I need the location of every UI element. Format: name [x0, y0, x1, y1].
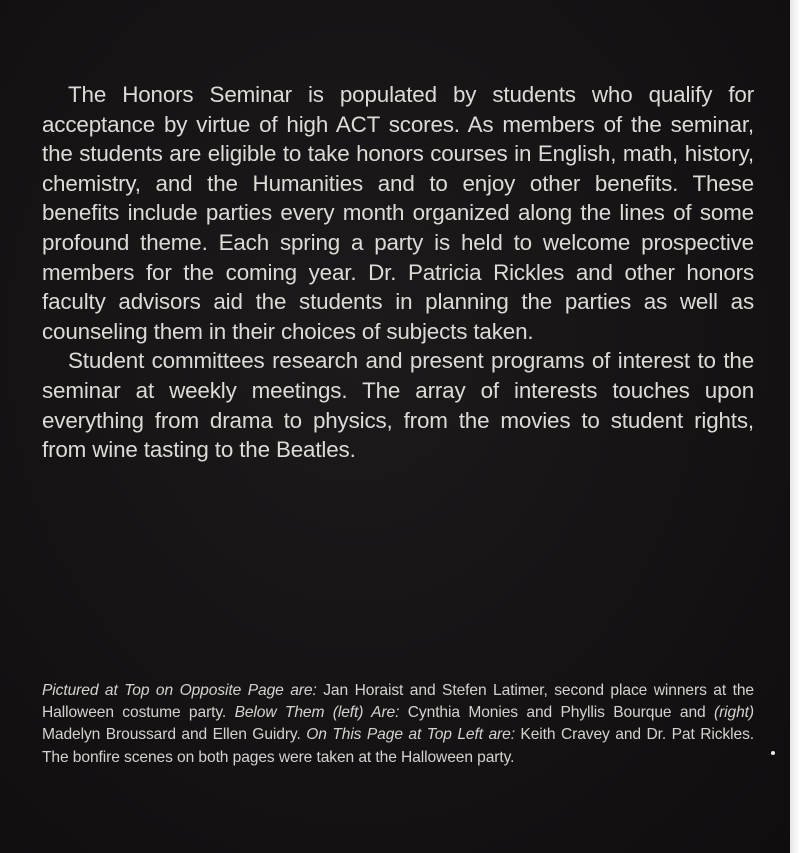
- caption-text-opposite-top: Jan Horaist and Stefen Latimer, second place winners at the Halloween costume party.: [42, 682, 754, 722]
- caption-paragraph: [42, 680, 754, 769]
- article-paragraph-1: The Honors Seminar is populated by students who qualify for acceptance by virtue of high ACT scores. As members of the seminar, the students are eligible to take honors courses in English, math, history, chemistry, and the Humanities and to enjoy other benefits. These benefits include parties every month organized along the lines of some profound theme. Each spring a party is held to welcome prospective members for the coming year. Dr. Patricia Rickles and other honors faculty advisors aid the students in planning the parties as well as counseling them in their choices of subjects taken.: [42, 82, 754, 344]
- article-paragraph-2: Student committees research and present programs of interest to the seminar at weekly meetings. The array of interests touches upon everything from drama to physics, from the movies to student rights, from wine tasting to the Beatles.: [42, 348, 754, 463]
- caption-text-this-page: Keith Cravey and Dr. Pat Rickles. The bonfire scenes on both pages were taken at the Halloween party.: [42, 726, 754, 766]
- caption-text-below-left: Cynthia Monies and Phyllis Bourque and: [399, 704, 714, 722]
- dust-speck: [771, 751, 775, 755]
- page-edge: [790, 0, 800, 853]
- caption-lead-this-page: On This Page at Top Left are:: [306, 726, 515, 744]
- article-body: [42, 80, 754, 465]
- caption-lead-right: (right): [713, 704, 755, 722]
- caption-lead-below-left: Below Them (left) Are:: [234, 704, 400, 722]
- caption-text-right: Madelyn Broussard and Ellen Guidry.: [42, 726, 307, 744]
- photo-caption: [42, 680, 754, 769]
- caption-lead-opposite-top: Pictured at Top on Opposite Page are:: [42, 682, 317, 699]
